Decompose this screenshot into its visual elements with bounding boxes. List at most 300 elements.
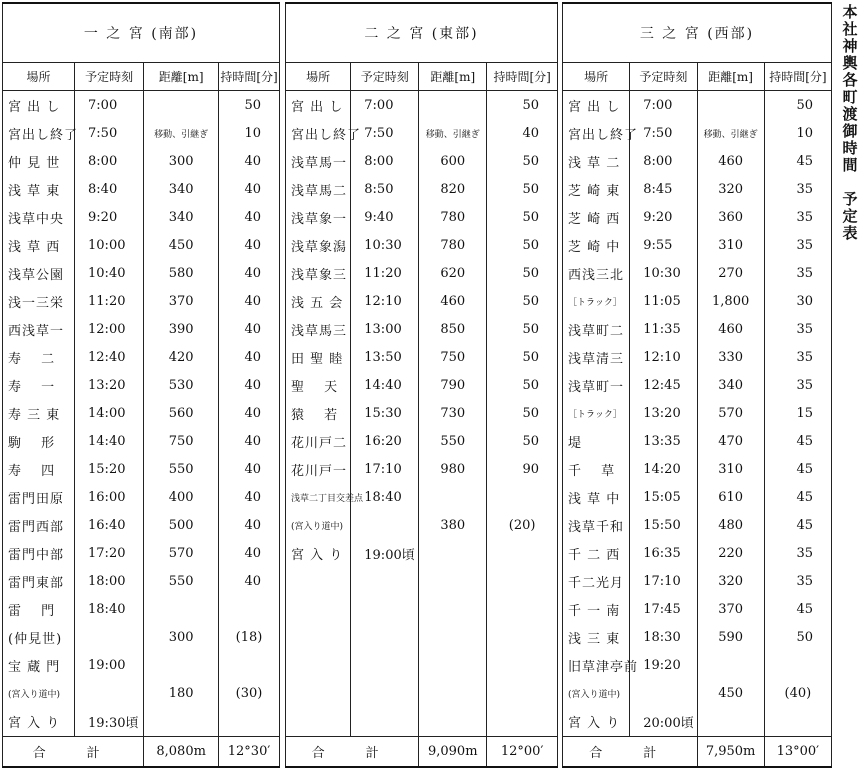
table-row — [286, 147, 558, 175]
cell-distance — [419, 624, 487, 652]
cell-time: 12:10 — [351, 287, 419, 315]
cell-place: 寿 一 — [3, 371, 75, 399]
table-row — [563, 147, 832, 175]
table-row — [563, 652, 832, 680]
cell-duration — [487, 596, 558, 624]
column-header-time: 予定時刻 — [630, 63, 697, 91]
table-row — [3, 596, 280, 624]
table-row — [3, 119, 280, 147]
cell-time: 7:00 — [75, 91, 144, 120]
title-char: 渡 — [842, 105, 858, 123]
page-title-vertical — [838, 4, 862, 242]
cell-place: 雷門田原 — [3, 483, 75, 511]
cell-distance: 400 — [144, 483, 219, 511]
table-row — [563, 119, 832, 147]
table-row — [3, 315, 280, 343]
column-header-row — [563, 63, 832, 91]
table-row — [563, 624, 832, 652]
table-row — [563, 175, 832, 203]
cell-place: 田 聖 睦 — [286, 343, 351, 371]
cell-duration: 50 — [487, 231, 558, 259]
cell-duration — [764, 708, 831, 737]
block-header-row — [286, 3, 558, 63]
block-ninomiya — [285, 2, 558, 768]
cell-time: 8:40 — [75, 175, 144, 203]
cell-duration: 50 — [764, 91, 831, 120]
cell-time: 17:10 — [351, 455, 419, 483]
cell-place — [286, 624, 351, 652]
cell-duration: 50 — [487, 399, 558, 427]
cell-duration: 10 — [764, 119, 831, 147]
cell-place: 旧草津亭前 — [563, 652, 630, 680]
cell-duration: 35 — [764, 371, 831, 399]
cell-distance: 600 — [419, 147, 487, 175]
cell-time: 11:05 — [630, 287, 697, 315]
cell-place: (宮入り道中) — [286, 511, 351, 539]
cell-distance: 450 — [697, 680, 764, 708]
cell-duration: 45 — [764, 147, 831, 175]
cell-time: 16:40 — [75, 511, 144, 539]
table-row — [286, 652, 558, 680]
block-header-row — [563, 3, 832, 63]
cell-duration: 35 — [764, 203, 831, 231]
column-header-duration: 持時間[分] — [764, 63, 831, 91]
cell-place: 宮 出 し — [3, 91, 75, 120]
cell-distance: 270 — [697, 259, 764, 287]
cell-place: 聖 天 — [286, 371, 351, 399]
table-row — [286, 175, 558, 203]
cell-distance: 移動、引継ぎ — [419, 119, 487, 147]
cell-distance: 340 — [697, 371, 764, 399]
total-time: 12°00′ — [487, 736, 558, 767]
cell-place: (仲見世) — [3, 624, 75, 652]
table-row — [563, 91, 832, 120]
cell-distance — [419, 680, 487, 708]
title-char: 町 — [842, 88, 858, 106]
cell-distance: 570 — [697, 399, 764, 427]
cell-time: 12:40 — [75, 343, 144, 371]
cell-time — [75, 680, 144, 708]
cell-place: 芝 崎 中 — [563, 231, 630, 259]
cell-distance: 220 — [697, 539, 764, 567]
cell-place: 西浅三北 — [563, 259, 630, 287]
cell-time: 17:45 — [630, 596, 697, 624]
cell-time — [75, 624, 144, 652]
cell-place: 宮 入 り — [286, 539, 351, 567]
cell-time: 9:20 — [630, 203, 697, 231]
table-row — [563, 427, 832, 455]
cell-duration: 40 — [219, 203, 280, 231]
cell-time: 11:35 — [630, 315, 697, 343]
cell-duration — [487, 539, 558, 567]
cell-time: 8:45 — [630, 175, 697, 203]
cell-distance — [144, 91, 219, 120]
cell-time: 12:00 — [75, 315, 144, 343]
cell-distance: 450 — [144, 231, 219, 259]
cell-time: 10:40 — [75, 259, 144, 287]
table-row — [3, 483, 280, 511]
cell-duration: (20) — [487, 511, 558, 539]
cell-distance: 780 — [419, 203, 487, 231]
cell-distance: 370 — [697, 596, 764, 624]
table-row — [3, 708, 280, 737]
cell-time: 8:00 — [630, 147, 697, 175]
cell-duration: 40 — [219, 231, 280, 259]
table-row — [3, 680, 280, 708]
cell-duration: 50 — [487, 91, 558, 120]
cell-time: 10:00 — [75, 231, 144, 259]
cell-time — [351, 708, 419, 737]
cell-place: 雷 門 — [3, 596, 75, 624]
cell-time: 14:20 — [630, 455, 697, 483]
cell-place: 宮出し終了 — [3, 119, 75, 147]
cell-place: 浅 草 二 — [563, 147, 630, 175]
table-row — [563, 539, 832, 567]
cell-place: 浅草馬三 — [286, 315, 351, 343]
column-header-place: 場所 — [286, 63, 351, 91]
cell-place: 浅草町一 — [563, 371, 630, 399]
cell-place: 寿 二 — [3, 343, 75, 371]
cell-place: 浅 草 西 — [3, 231, 75, 259]
column-header-distance: 距離[m] — [697, 63, 764, 91]
total-distance: 9,090m — [419, 736, 487, 767]
block-title: 三 之 宮 (西部) — [563, 3, 832, 63]
cell-distance: 360 — [697, 203, 764, 231]
cell-distance: 380 — [419, 511, 487, 539]
cell-place: 猿 若 — [286, 399, 351, 427]
cell-distance: 320 — [697, 567, 764, 595]
cell-place: 浅草二丁目交差点 — [286, 483, 351, 511]
cell-place — [286, 567, 351, 595]
cell-distance: 550 — [144, 567, 219, 595]
table-row — [563, 455, 832, 483]
cell-time: 17:20 — [75, 539, 144, 567]
cell-place: 宮出し終了 — [563, 119, 630, 147]
cell-place: 雷門東部 — [3, 567, 75, 595]
column-header-time: 予定時刻 — [351, 63, 419, 91]
cell-place: 堤 — [563, 427, 630, 455]
cell-distance: 340 — [144, 203, 219, 231]
schedule-tables — [0, 2, 832, 768]
cell-duration: 50 — [487, 315, 558, 343]
cell-duration — [764, 652, 831, 680]
total-row — [286, 736, 558, 767]
cell-time: 11:20 — [351, 259, 419, 287]
table-row — [563, 483, 832, 511]
column-header-row — [3, 63, 280, 91]
table-row — [286, 596, 558, 624]
cell-time: 14:40 — [75, 427, 144, 455]
cell-time: 13:20 — [75, 371, 144, 399]
cell-time: 8:00 — [351, 147, 419, 175]
table-row — [286, 455, 558, 483]
cell-distance — [697, 91, 764, 120]
table-row — [563, 399, 832, 427]
cell-duration: 40 — [219, 259, 280, 287]
column-header-duration: 持時間[分] — [487, 63, 558, 91]
cell-distance — [419, 567, 487, 595]
total-time: 12°30′ — [219, 736, 280, 767]
cell-place — [286, 708, 351, 737]
cell-duration: 50 — [487, 175, 558, 203]
cell-time: 15:30 — [351, 399, 419, 427]
cell-duration: (18) — [219, 624, 280, 652]
cell-time: 13:00 — [351, 315, 419, 343]
cell-duration — [487, 567, 558, 595]
cell-place: 寿 三 東 — [3, 399, 75, 427]
cell-distance: 820 — [419, 175, 487, 203]
table-row — [286, 680, 558, 708]
table-row — [563, 708, 832, 737]
cell-time: 7:50 — [351, 119, 419, 147]
cell-time: 11:20 — [75, 287, 144, 315]
cell-place: 駒 形 — [3, 427, 75, 455]
table-row — [3, 231, 280, 259]
cell-place: 花川戸一 — [286, 455, 351, 483]
schedule-table — [285, 2, 558, 768]
cell-duration: 40 — [219, 147, 280, 175]
cell-duration: 40 — [219, 343, 280, 371]
cell-place: 仲 見 世 — [3, 147, 75, 175]
cell-place: 浅 草 東 — [3, 175, 75, 203]
cell-duration: 15 — [764, 399, 831, 427]
column-header-place: 場所 — [3, 63, 75, 91]
cell-time: 19:00 — [75, 652, 144, 680]
schedule-table — [562, 2, 832, 768]
cell-duration: 40 — [219, 399, 280, 427]
table-row — [3, 203, 280, 231]
table-row — [3, 399, 280, 427]
cell-duration: 30 — [764, 287, 831, 315]
cell-time: 20:00頃 — [630, 708, 697, 737]
title-char: 表 — [842, 224, 858, 242]
cell-place: 浅草清三 — [563, 343, 630, 371]
cell-time: 18:40 — [351, 483, 419, 511]
cell-place: ［トラック］ — [563, 287, 630, 315]
cell-place: 浅草象一 — [286, 203, 351, 231]
cell-duration: 35 — [764, 259, 831, 287]
cell-place: 浅草象三 — [286, 259, 351, 287]
cell-distance: 610 — [697, 483, 764, 511]
cell-place: 芝 崎 東 — [563, 175, 630, 203]
total-label: 合 計 — [563, 736, 698, 767]
table-row — [563, 596, 832, 624]
cell-distance: 320 — [697, 175, 764, 203]
cell-time: 8:50 — [351, 175, 419, 203]
block-title: 一 之 宮 (南部) — [3, 3, 280, 63]
cell-time: 9:40 — [351, 203, 419, 231]
cell-place: 雷門中部 — [3, 539, 75, 567]
cell-distance — [144, 652, 219, 680]
table-row — [286, 399, 558, 427]
cell-duration: 40 — [487, 119, 558, 147]
column-header-distance: 距離[m] — [144, 63, 219, 91]
table-row — [286, 539, 558, 567]
cell-time: 7:00 — [630, 91, 697, 120]
cell-duration — [487, 680, 558, 708]
cell-distance: 330 — [697, 343, 764, 371]
table-row — [286, 231, 558, 259]
block-ichinomiya — [2, 2, 280, 768]
cell-place: 浅草馬二 — [286, 175, 351, 203]
cell-place: 宮 出 し — [286, 91, 351, 120]
column-header-distance: 距離[m] — [419, 63, 487, 91]
title-char: 予 — [842, 190, 858, 208]
table-row — [286, 203, 558, 231]
cell-time — [351, 652, 419, 680]
cell-place: 浅 五 会 — [286, 287, 351, 315]
table-row — [286, 511, 558, 539]
cell-place: 浅 草 中 — [563, 483, 630, 511]
cell-duration — [219, 708, 280, 737]
title-char: 間 — [842, 156, 858, 174]
table-row — [563, 315, 832, 343]
cell-distance — [419, 652, 487, 680]
title-char: 神 — [842, 37, 858, 55]
cell-place: 浅草千和 — [563, 511, 630, 539]
cell-duration: 40 — [219, 483, 280, 511]
cell-duration: 50 — [487, 371, 558, 399]
table-row — [3, 455, 280, 483]
cell-time: 9:55 — [630, 231, 697, 259]
table-row — [563, 203, 832, 231]
cell-time: 13:20 — [630, 399, 697, 427]
cell-duration: 50 — [219, 91, 280, 120]
cell-duration — [487, 708, 558, 737]
table-row — [3, 539, 280, 567]
cell-distance: 300 — [144, 147, 219, 175]
cell-time: 14:00 — [75, 399, 144, 427]
cell-time: 14:40 — [351, 371, 419, 399]
cell-time: 9:20 — [75, 203, 144, 231]
cell-place: 千 二 西 — [563, 539, 630, 567]
cell-place: 宮出し終了 — [286, 119, 351, 147]
table-row — [286, 624, 558, 652]
cell-duration: 45 — [764, 427, 831, 455]
cell-duration: 45 — [764, 483, 831, 511]
cell-distance: 730 — [419, 399, 487, 427]
cell-place: 千 一 南 — [563, 596, 630, 624]
cell-duration — [219, 596, 280, 624]
table-row — [563, 287, 832, 315]
cell-duration: 45 — [764, 511, 831, 539]
cell-distance: 980 — [419, 455, 487, 483]
cell-duration: 10 — [219, 119, 280, 147]
table-row — [286, 371, 558, 399]
total-label: 合 計 — [286, 736, 419, 767]
cell-time: 16:35 — [630, 539, 697, 567]
cell-distance: 620 — [419, 259, 487, 287]
cell-distance: 390 — [144, 315, 219, 343]
cell-place: 寿 四 — [3, 455, 75, 483]
cell-time: 15:50 — [630, 511, 697, 539]
table-row — [3, 147, 280, 175]
cell-distance: 移動、引継ぎ — [697, 119, 764, 147]
cell-duration: 50 — [487, 343, 558, 371]
table-row — [3, 371, 280, 399]
table-row — [3, 287, 280, 315]
title-char: 社 — [842, 20, 858, 38]
cell-time: 15:05 — [630, 483, 697, 511]
cell-distance — [419, 483, 487, 511]
cell-time — [351, 567, 419, 595]
title-char: 時 — [842, 139, 858, 157]
cell-distance: 420 — [144, 343, 219, 371]
cell-distance: 500 — [144, 511, 219, 539]
cell-place: 浅 三 東 — [563, 624, 630, 652]
cell-distance — [144, 708, 219, 737]
total-distance: 7,950m — [697, 736, 764, 767]
column-header-duration: 持時間[分] — [219, 63, 280, 91]
table-row — [3, 624, 280, 652]
cell-duration: 50 — [764, 624, 831, 652]
cell-time: 10:30 — [351, 231, 419, 259]
cell-place — [286, 596, 351, 624]
title-char — [838, 174, 862, 191]
cell-duration: 40 — [219, 371, 280, 399]
cell-distance: 750 — [419, 343, 487, 371]
cell-duration: 35 — [764, 539, 831, 567]
cell-distance: 530 — [144, 371, 219, 399]
title-char: 定 — [842, 207, 858, 225]
cell-duration: 50 — [487, 427, 558, 455]
cell-place: (宮入り道中) — [563, 680, 630, 708]
cell-place: 浅草町二 — [563, 315, 630, 343]
cell-duration: 35 — [764, 343, 831, 371]
title-char: 輿 — [842, 54, 858, 72]
cell-duration — [487, 483, 558, 511]
cell-duration: 45 — [764, 596, 831, 624]
table-row — [3, 567, 280, 595]
total-row — [563, 736, 832, 767]
cell-distance — [697, 652, 764, 680]
cell-distance: 460 — [697, 147, 764, 175]
cell-distance: 780 — [419, 231, 487, 259]
cell-duration: 40 — [219, 455, 280, 483]
cell-place: 花川戸二 — [286, 427, 351, 455]
cell-duration: 90 — [487, 455, 558, 483]
cell-time: 7:50 — [630, 119, 697, 147]
cell-time: 15:20 — [75, 455, 144, 483]
cell-duration: 45 — [764, 455, 831, 483]
cell-duration: 40 — [219, 175, 280, 203]
cell-distance: 590 — [697, 624, 764, 652]
table-row — [286, 708, 558, 737]
cell-distance — [697, 708, 764, 737]
cell-duration: 35 — [764, 567, 831, 595]
cell-place: ［トラック］ — [563, 399, 630, 427]
cell-duration — [487, 624, 558, 652]
cell-duration: 40 — [219, 511, 280, 539]
cell-distance: 180 — [144, 680, 219, 708]
cell-distance: 310 — [697, 231, 764, 259]
cell-distance: 300 — [144, 624, 219, 652]
block-header-row — [3, 3, 280, 63]
cell-place: 浅草象潟 — [286, 231, 351, 259]
cell-distance: 1,800 — [697, 287, 764, 315]
cell-place: 浅草馬一 — [286, 147, 351, 175]
cell-distance — [419, 708, 487, 737]
table-row — [563, 680, 832, 708]
cell-time: 13:35 — [630, 427, 697, 455]
total-label: 合 計 — [3, 736, 144, 767]
cell-distance: 560 — [144, 399, 219, 427]
title-char: 本 — [842, 3, 858, 21]
cell-distance: 480 — [697, 511, 764, 539]
cell-time: 12:45 — [630, 371, 697, 399]
total-time: 13°00′ — [764, 736, 831, 767]
cell-time: 7:00 — [351, 91, 419, 120]
